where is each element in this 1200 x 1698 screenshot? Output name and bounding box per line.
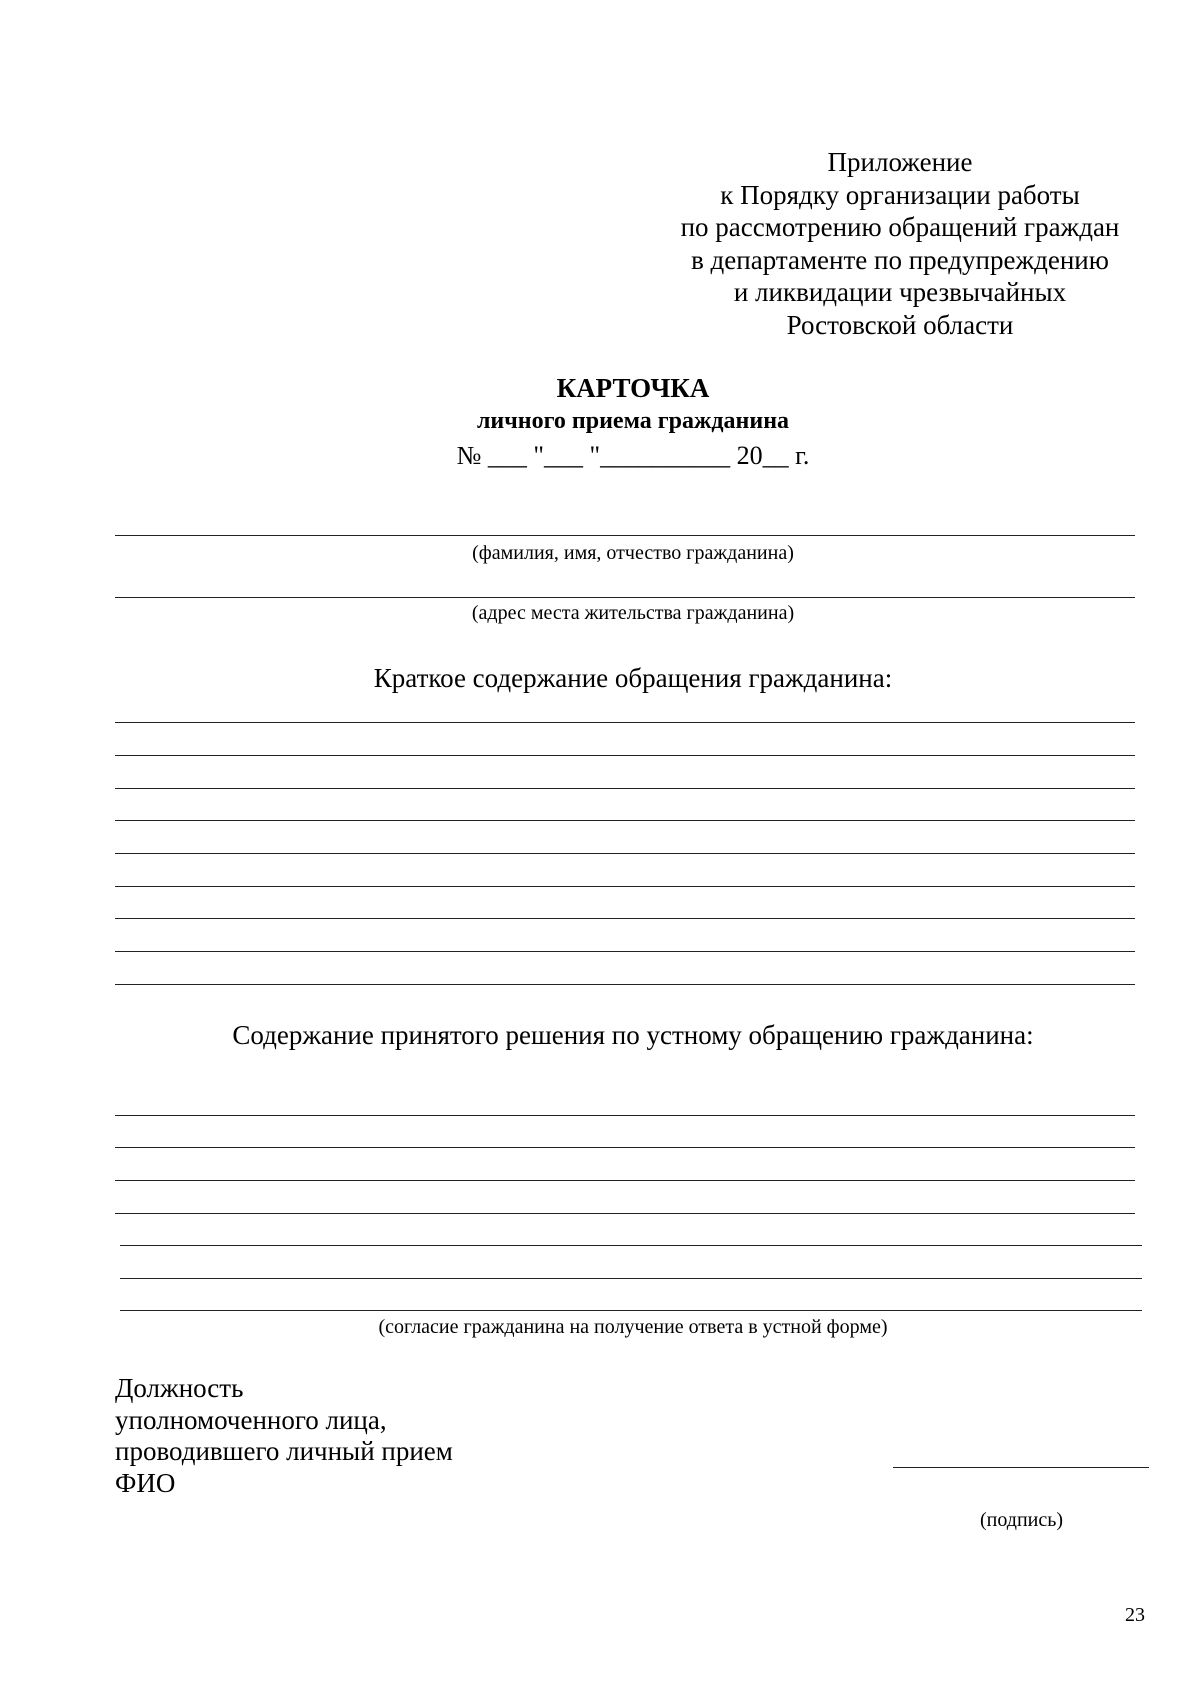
decision-line[interactable] [115, 1147, 1135, 1148]
appendix-line: Ростовской области [786, 309, 1014, 340]
summary-line[interactable] [115, 886, 1135, 887]
fio-field-line[interactable] [115, 535, 1135, 536]
summary-line[interactable] [115, 788, 1135, 789]
official-block [115, 1373, 453, 1499]
summary-line[interactable] [115, 722, 1135, 723]
official-line: проводившего личный прием [115, 1436, 453, 1466]
address-field-line[interactable] [115, 597, 1135, 598]
signature-field-line[interactable] [893, 1467, 1149, 1468]
appendix-line: Приложение [827, 147, 973, 177]
address-caption: (адрес места жительства гражданина) [471, 602, 795, 624]
decision-line[interactable] [120, 1278, 1142, 1279]
summary-heading: Краткое содержание обращения гражданина: [373, 663, 893, 693]
decision-line[interactable] [115, 1115, 1135, 1116]
consent-caption: (согласие гражданина на получение ответа в устной форме) [378, 1316, 888, 1338]
decision-line[interactable] [115, 1180, 1135, 1181]
appendix-line: к Порядку организации работы [720, 179, 1080, 210]
signature-caption: (подпись) [980, 1509, 1064, 1531]
decision-heading: Содержание принятого решения по устному обращению гражданина: [232, 1020, 1034, 1050]
summary-line[interactable] [115, 853, 1135, 854]
card-title: КАРТОЧКА [556, 373, 710, 403]
summary-line[interactable] [115, 755, 1135, 756]
appendix-line: по рассмотрению обращений граждан [680, 212, 1120, 242]
official-line: уполномоченного лица, [115, 1404, 387, 1435]
appendix-line: в департаменте по предупреждению [691, 244, 1109, 275]
summary-line[interactable] [115, 820, 1135, 821]
page-number: 23 [1125, 1604, 1145, 1626]
card-number-line: № ___ "___ "__________ 20__ г. [456, 441, 810, 470]
decision-line[interactable] [120, 1245, 1142, 1246]
summary-line[interactable] [115, 918, 1135, 919]
appendix-line: и ликвидации чрезвычайных [733, 277, 1067, 307]
decision-line[interactable] [115, 1213, 1135, 1214]
card-subtitle: личного приема гражданина [476, 408, 790, 434]
fio-caption: (фамилия, имя, отчество гражданина) [472, 542, 794, 564]
official-line: ФИО [115, 1467, 176, 1498]
official-line: Должность [115, 1373, 244, 1403]
summary-line[interactable] [115, 951, 1135, 952]
consent-field-line[interactable] [120, 1310, 1142, 1311]
summary-line[interactable] [115, 984, 1135, 985]
appendix-header [660, 146, 1140, 341]
